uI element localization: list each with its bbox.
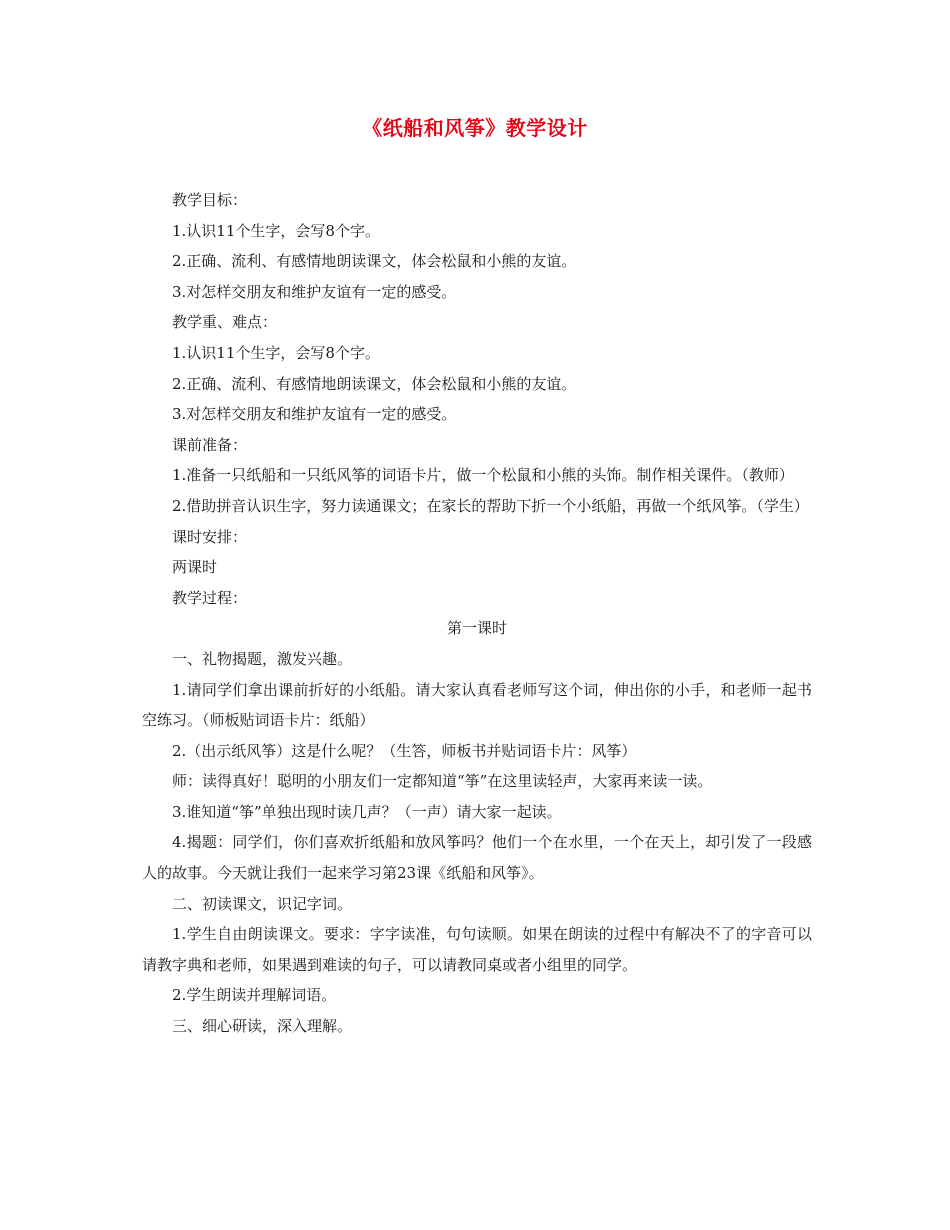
section-heading-preparation: 课前准备： bbox=[172, 435, 248, 454]
goal-item: 3.对怎样交朋友和维护友谊有一定的感受。 bbox=[172, 282, 457, 301]
section-heading-goals: 教学目标： bbox=[172, 191, 248, 209]
key-point-item: 1.认识11个生字，会写8个字。 bbox=[172, 343, 380, 362]
document-title: 《纸船和风筝》教学设计 bbox=[362, 116, 588, 140]
preparation-item: 2.借助拼音认识生字，努力读通课文；在家长的帮助下折一个小纸船，再做一个纸风筝。（学生） bbox=[172, 496, 809, 515]
step-item: 3.谁知道“筝”单独出现时读几声？（一声）请大家一起读。 bbox=[172, 802, 562, 821]
step-item: 1.请同学们拿出课前折好的小纸船。请大家认真看老师写这个词，伸出你的小手，和老师一起书空练习。（师板贴词语卡片：纸船） bbox=[142, 680, 812, 730]
key-point-item: 3.对怎样交朋友和维护友谊有一定的感受。 bbox=[172, 405, 457, 424]
step-item: 2.（出示纸风筝）这是什么呢？（生答，师板书并贴词语卡片：风筝） bbox=[172, 741, 637, 760]
preparation-item: 1.准备一只纸船和一只纸风筝的词语卡片，做一个松鼠和小熊的头饰。制作相关课件。（教师） bbox=[172, 466, 794, 485]
step-item: 4.揭题：同学们，你们喜欢折纸船和放风筝吗？他们一个在水里，一个在天上，却引发了一段感人的故事。今天就让我们一起来学习第23课《纸船和风筝》。 bbox=[142, 833, 812, 883]
section-heading-key-points: 教学重、难点： bbox=[172, 313, 278, 332]
step-heading: 三、细心研读，深入理解。 bbox=[172, 1017, 353, 1036]
step-item: 师：读得真好！聪明的小朋友们一定都知道“筝”在这里读轻声，大家再来读一读。 bbox=[172, 772, 713, 791]
step-item: 1.学生自由朗读课文。要求：字字读准，句句读顺。如果在朗读的过程中有解决不了的字音可以请教字典和老师，如果遇到难读的句子，可以请教同桌或者小组里的同学。 bbox=[142, 925, 812, 974]
step-heading: 二、初读课文，识记字词。 bbox=[172, 894, 353, 913]
key-point-item: 2.正确、流利、有感情地朗读课文，体会松鼠和小熊的友谊。 bbox=[172, 374, 577, 393]
section-heading-schedule: 课时安排： bbox=[172, 527, 248, 546]
lesson-heading: 第一课时 bbox=[446, 619, 507, 638]
schedule-value: 两课时 bbox=[172, 558, 218, 577]
section-heading-process: 教学过程： bbox=[172, 588, 248, 607]
step-item: 2.学生朗读并理解词语。 bbox=[172, 986, 337, 1005]
document-body bbox=[142, 185, 812, 1042]
goal-item: 2.正确、流利、有感情地朗读课文，体会松鼠和小熊的友谊。 bbox=[172, 252, 577, 271]
goal-item: 1.认识11个生字，会写8个字。 bbox=[172, 221, 380, 240]
step-heading: 一、礼物揭题，激发兴趣。 bbox=[172, 649, 353, 668]
